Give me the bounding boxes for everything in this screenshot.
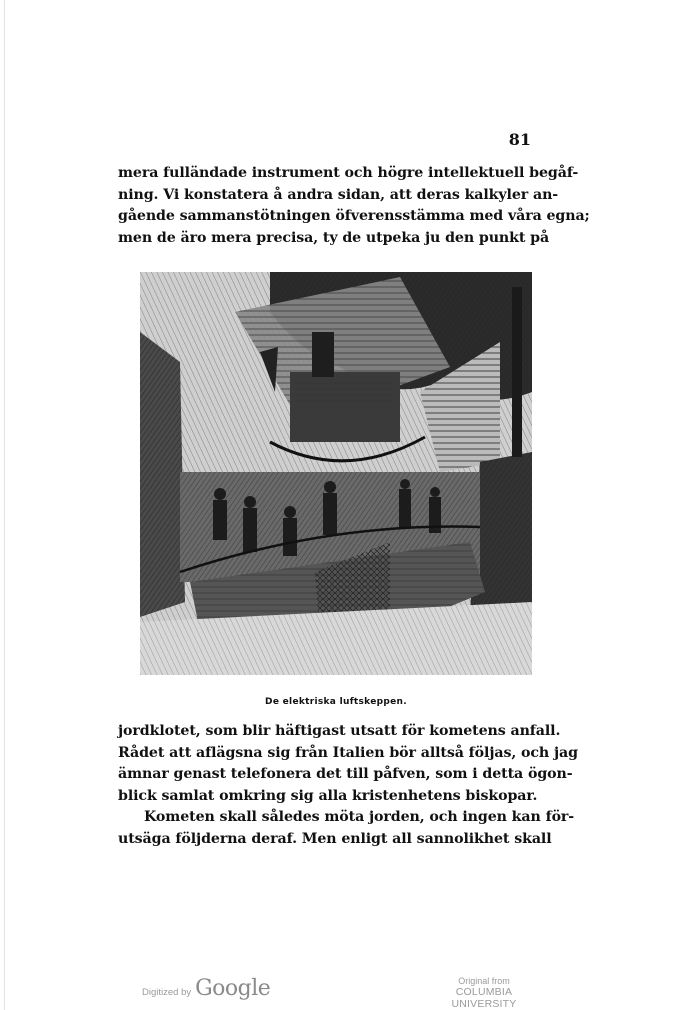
university-name: COLUMBIA UNIVERSITY [451,986,517,1010]
paragraph-top [118,163,590,249]
text-line: utsäga följderna deraf. Men enligt all sannolikhet skall [118,830,552,847]
paragraph-bottom [118,721,578,851]
original-from [424,976,544,1010]
text-line: ning. Vi konstatera å andra sidan, att deras kalkyler an- [118,186,559,203]
google-logo: Google [195,976,271,1001]
page-number: 81 [508,130,531,149]
text-line: ämnar genast telefonera det till påfven, som i detta ögon- [118,766,573,783]
text-line: Rådet att aflägsna sig från Italien bör alltså följas, och jag [118,744,578,761]
original-from-label: Original from [458,976,510,986]
text-line: gående sammanstötningen öfverensstämma med våra egna; [118,208,590,225]
text-line: jordklotet, som blir häftigast utsatt för kometens anfall. [118,723,561,739]
text-line: men de äro mera precisa, ty de utpeka ju den punkt på [118,229,550,246]
airship-engraving [140,272,532,682]
digitized-by-google [142,976,270,1001]
illustration-caption: De elektriska luftskeppen. [265,697,407,707]
text-line: blick samlat omkring sig alla kristenhetens biskopar. [118,787,538,804]
text-line: mera fulländade instrument och högre intellektuell begåf- [118,165,579,181]
digitized-by-label: Digitized by [142,987,192,998]
page-edge [4,0,5,1010]
text-line: Kometen skall således möta jorden, och ingen kan för- [144,809,575,826]
